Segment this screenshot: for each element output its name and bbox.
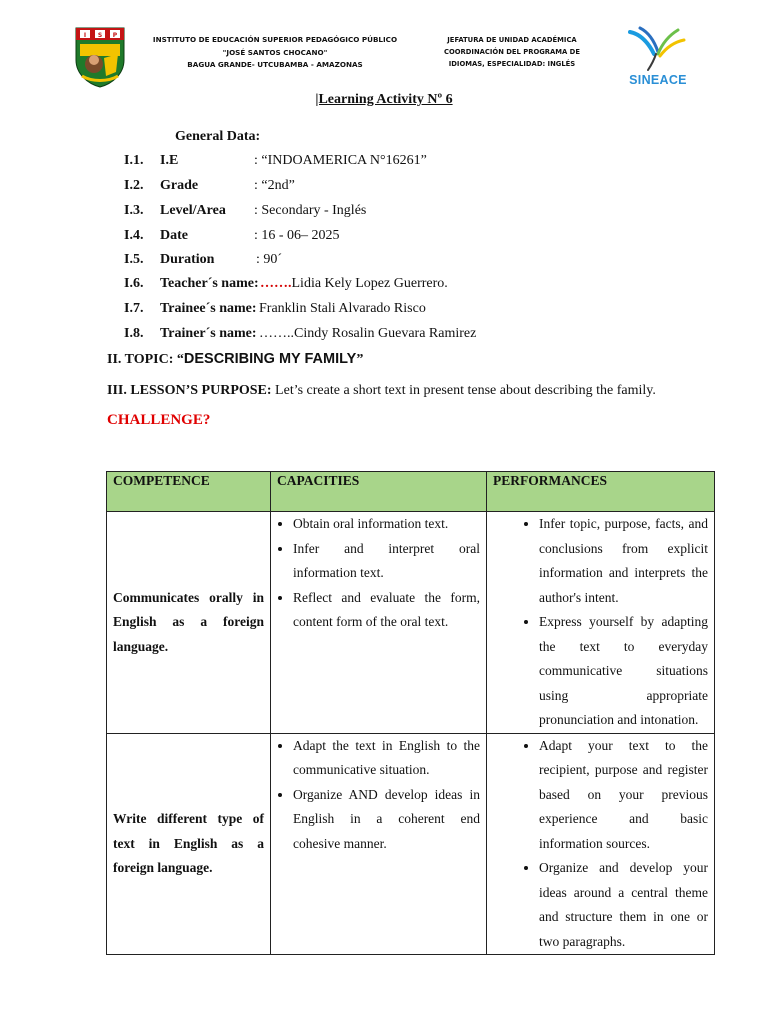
row-value: : 16 - 06– 2025 (254, 228, 340, 243)
svg-text:S: S (97, 32, 103, 39)
row-number: I.8. (124, 326, 144, 341)
row-value: : 90´ (256, 252, 283, 267)
list-item: • Organize AND develop ideas in English in a coherent end cohesive manner. (293, 783, 480, 857)
general-data-heading: General Data: (175, 129, 261, 144)
row-label: Teacher´s name: (160, 276, 259, 291)
topic-close: ” (356, 352, 364, 367)
competence-cell: Communicates orally in English as a foreign language. (107, 512, 271, 734)
performances-cell (487, 512, 715, 734)
competence-cell: Write different type of text in English as a foreign language. (107, 733, 271, 955)
topic-line (107, 351, 363, 368)
capacities-cell (271, 512, 487, 734)
row-value-group (260, 274, 448, 294)
row-label: Level/Area (160, 203, 226, 218)
header-performances: PERFORMANCES (487, 472, 715, 512)
topic-label: II. TOPIC: “ (107, 352, 184, 367)
competence-table (106, 471, 715, 955)
capacities-cell (271, 733, 487, 955)
challenge-heading: CHALLENGE? (107, 412, 211, 428)
row-number: I.2. (124, 178, 144, 193)
row-label: Date (160, 228, 188, 243)
row-label: I.E (160, 153, 179, 168)
capacities-list (271, 734, 486, 857)
lesson-purpose (107, 383, 656, 399)
row-value: : “2nd” (254, 178, 295, 193)
row-number: I.4. (124, 228, 144, 243)
row-number: I.1. (124, 153, 144, 168)
performances-list (487, 734, 714, 955)
capacities-list (271, 512, 486, 635)
list-item: • Express yourself by adapting the text to everyday communicative situations using appropriate pronunciation and intonation. (539, 610, 708, 733)
list-item: • Obtain oral information text. (293, 512, 480, 537)
row-number: I.3. (124, 203, 144, 218)
row-value: Franklin Stali Alvarado Risco (259, 301, 426, 316)
institute-name: INSTITUTO DE EDUCACIÓN SUPERIOR PEDAGÓGICO PÚBLICO "JOSÉ SANTOS CHOCANO" BAGUA GRANDE- UTCUBAMBA - AMAZONAS (152, 35, 398, 69)
performances-list (487, 512, 714, 733)
row-label: Trainee´s name: (160, 301, 257, 316)
purpose-label: III. LESSON’S PURPOSE: (107, 383, 272, 398)
page-title: |Learning Activity Nº 6 (315, 92, 453, 107)
row-label: Duration (160, 252, 215, 267)
list-item: • Infer topic, purpose, facts, and conclusions from explicit information and interprets the author's intent. (539, 512, 708, 610)
row-number: I.7. (124, 301, 144, 316)
svg-text:P: P (112, 32, 118, 39)
header-capacities: CAPACITIES (271, 472, 487, 512)
list-item: • Reflect and evaluate the form, content form of the oral text. (293, 586, 480, 635)
table-row (107, 733, 715, 955)
row-label: Trainer´s name: (160, 326, 257, 341)
row-value: : “INDOAMERICA N°16261” (254, 153, 427, 168)
list-item: • Infer and interpret oral information text. (293, 537, 480, 586)
academic-unit-heading: JEFATURA DE UNIDAD ACADÉMICA COORDINACIÓN DEL PROGRAMA DE IDIOMAS, ESPECIALIDAD: INGLÉS (444, 36, 580, 68)
institute-crest-logo (72, 26, 128, 88)
list-item: • Organize and develop your ideas around a central theme and structure them in one or two paragraphs. (539, 856, 708, 954)
table-row (107, 512, 715, 734)
row-number: I.5. (124, 252, 144, 267)
list-item: • Adapt the text in English to the communicative situation. (293, 734, 480, 783)
row-number: I.6. (124, 276, 144, 291)
performances-cell (487, 733, 715, 955)
purpose-value: Let’s create a short text in present tense about describing the family. (271, 383, 656, 398)
list-item: • Adapt your text to the recipient, purpose and register based on your previous experience and basic information sources. (539, 734, 708, 857)
row-value: : Secondary - Inglés (254, 203, 367, 218)
row-value: Lidia Kely Lopez Guerrero. (291, 276, 448, 291)
header-competence: COMPETENCE (107, 472, 271, 512)
svg-text:I: I (83, 32, 87, 39)
sineace-label: SINEACE (629, 73, 687, 87)
topic-value: DESCRIBING MY FAMILY (183, 351, 357, 367)
row-label: Grade (160, 178, 199, 193)
teacher-dots: ……. (260, 276, 292, 291)
row-value: ……..Cindy Rosalin Guevara Ramirez (259, 326, 477, 341)
table-header-row (107, 472, 715, 512)
